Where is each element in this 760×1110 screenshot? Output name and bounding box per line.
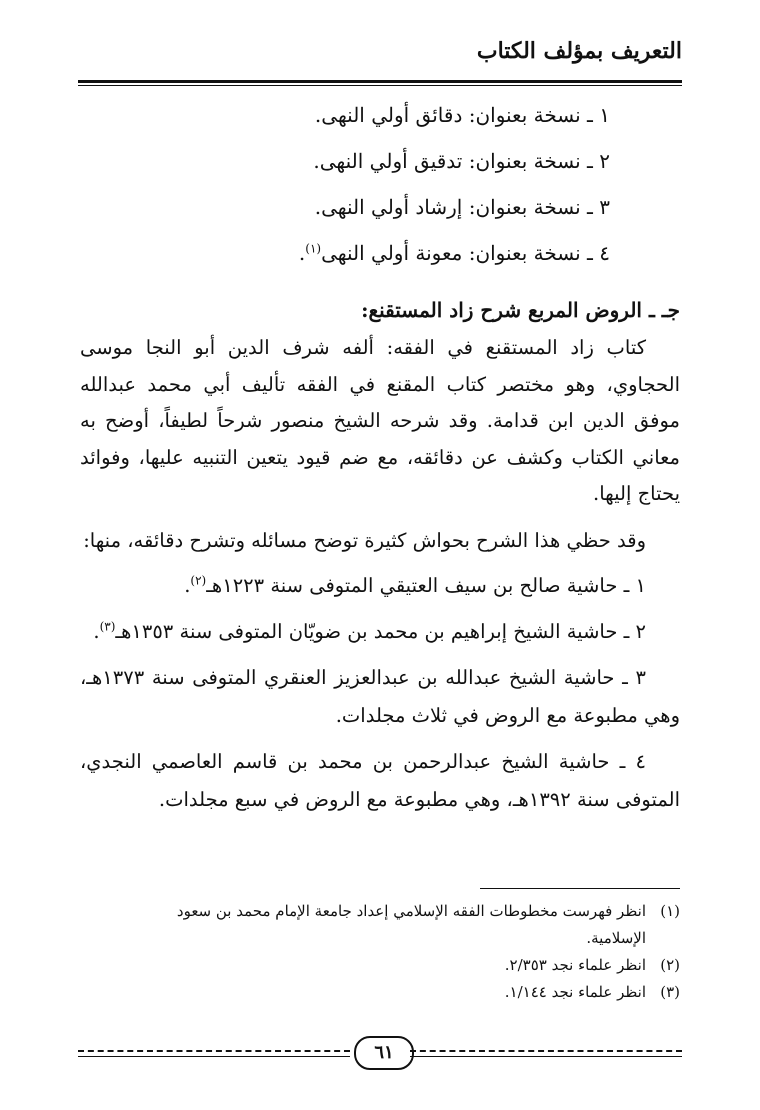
footnote-ref: (٢) <box>190 573 207 588</box>
footnote: (١)انظر فهرست مخطوطات الفقه الإسلامي إعداد جامعة الإمام محمد بن سعود الإسلامية. <box>80 898 680 952</box>
footer-rule-right <box>410 1056 682 1057</box>
footnote-ref: (١) <box>305 241 322 256</box>
page-body <box>80 92 680 819</box>
footnotes <box>80 898 680 1006</box>
commentary-item: ٢ ـ حاشية الشيخ إبراهيم بن محمد بن ضويّان المتوفى سنة ١٣٥٣هـ$^{(٣)}$. <box>93 619 646 643</box>
list-item: ٣ ـ نسخة بعنوان: إرشاد أولي النهى. <box>314 195 610 219</box>
footnote: (٣)انظر علماء نجد ١/١٤٤. <box>80 979 680 1006</box>
footnote-number: (٣) <box>660 983 680 1001</box>
header-rule-thin <box>78 85 682 86</box>
page-footer <box>78 1036 682 1066</box>
list-item: ٢ ـ نسخة بعنوان: تدقيق أولي النهى. <box>313 149 610 173</box>
paragraph: وقد حظي هذا الشرح بحواش كثيرة توضح مسائله وتشرح دقائقه، منها: <box>83 528 646 552</box>
list-item: ١ ـ نسخة بعنوان: دقائق أولي النهى. <box>314 103 610 127</box>
footnote-ref: (٣) <box>99 619 116 634</box>
commentary-item: ٤ ـ حاشية الشيخ عبدالرحمن بن محمد بن قاسم العاصمي النجدي، المتوفى سنة ١٣٩٢هـ، وهي مطبوعة مع الروض في سبع مجلدات. <box>80 750 680 811</box>
footnote: (٢)انظر علماء نجد ٢/٣٥٣. <box>80 952 680 979</box>
paragraph: كتاب زاد المستقنع في الفقه: ألفه شرف الدين أبو النجا موسى الحجاوي، وهو مختصر كتاب المقنع في الفقه تأليف أبي محمد عبدالله موفق الدين ابن قدامة. وقد شرحه الشيخ منصور شرحاً لطيفاً، أوضح به معاني الكتاب وكشف عن دقائقه، مع ضم قيود يتعين التنبيه عليها، وفوائد يحتاج إليها. <box>80 336 680 505</box>
commentary-item: ٣ ـ حاشية الشيخ عبدالله بن عبدالعزيز العنقري المتوفى سنة ١٣٧٣هـ، وهي مطبوعة مع الروض في ثلاث مجلدات. <box>80 666 680 727</box>
running-header-title: التعريف بمؤلف الكتاب <box>476 38 682 64</box>
list-item: ٤ ـ نسخة بعنوان: معونة أولي النهى$^{(١)}$. <box>298 241 610 265</box>
page-number: ٦١ <box>354 1036 414 1070</box>
footer-rule-left <box>78 1056 350 1057</box>
footer-dashes-right <box>410 1050 682 1052</box>
footer-dashes-left <box>78 1050 350 1052</box>
footnote-number: (٢) <box>660 956 680 974</box>
header-rule <box>78 80 682 83</box>
commentary-item: ١ ـ حاشية صالح بن سيف العتيقي المتوفى سنة ١٢٢٣هـ$^{(٢)}$. <box>184 573 646 597</box>
footnote-number: (١) <box>660 902 680 920</box>
footnote-separator <box>480 888 680 889</box>
section-heading: جـ ـ الروض المربع شرح زاد المستقنع: <box>361 298 680 322</box>
